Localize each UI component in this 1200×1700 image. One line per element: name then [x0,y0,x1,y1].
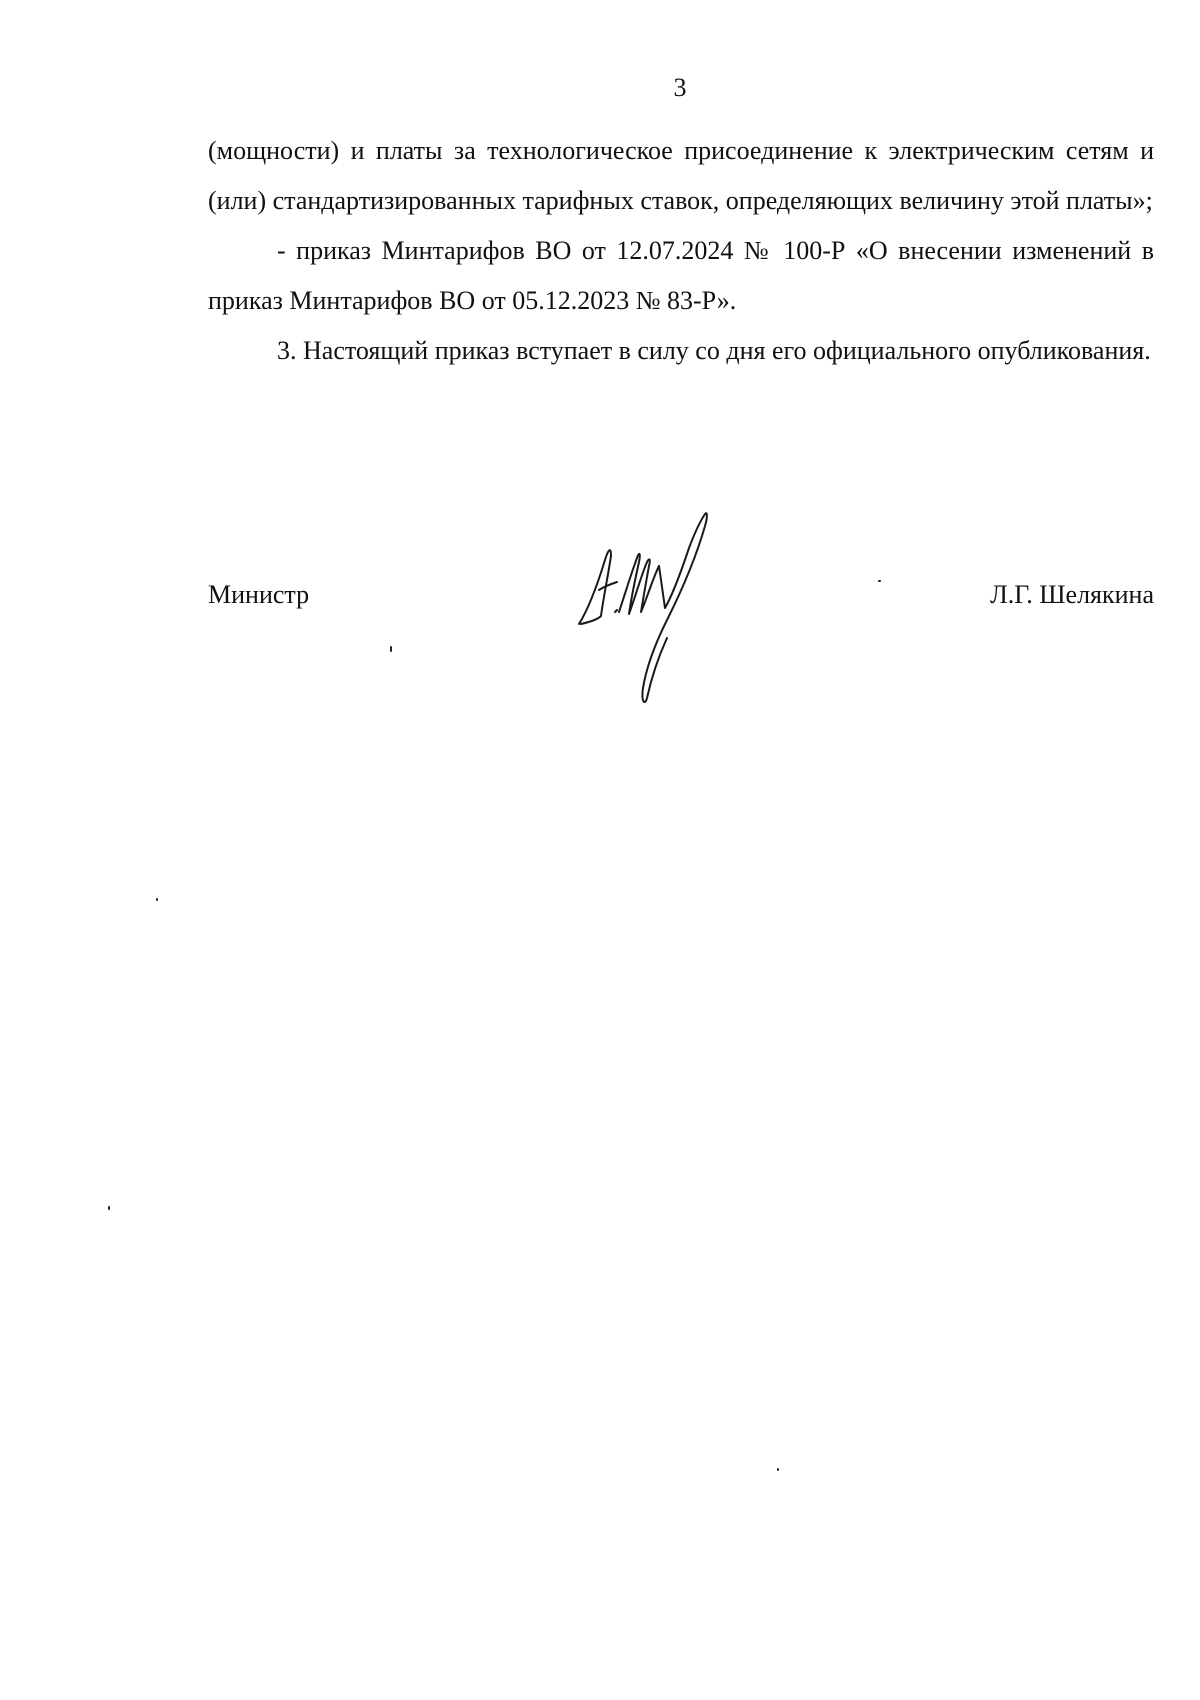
scan-speck [108,1206,110,1210]
signatory-name: Л.Г. Шелякина [990,580,1154,609]
paragraph-continuation: (мощности) и платы за технологическое присоединение к электрическим сетям и (или) стандартизированных тарифных ставок, определяющих величину этой платы»; [208,136,1154,215]
page-number: 3 [673,73,687,102]
paragraph-effective-date: 3. Настоящий приказ вступает в силу со дня его официального опубликования. [277,336,1151,365]
scan-speck [878,580,881,582]
document-body [208,126,1154,376]
handwritten-signature [575,512,735,708]
paragraph-order-reference: - приказ Минтарифов ВО от 12.07.2024 № 100-Р «О внесении изменений в приказ Минтарифов ВО от 05.12.2023 № 83-Р». [208,236,1154,315]
scan-speck [156,898,158,901]
scan-speck [390,646,392,652]
scan-speck [777,1468,779,1471]
signatory-position: Министр [208,580,310,609]
